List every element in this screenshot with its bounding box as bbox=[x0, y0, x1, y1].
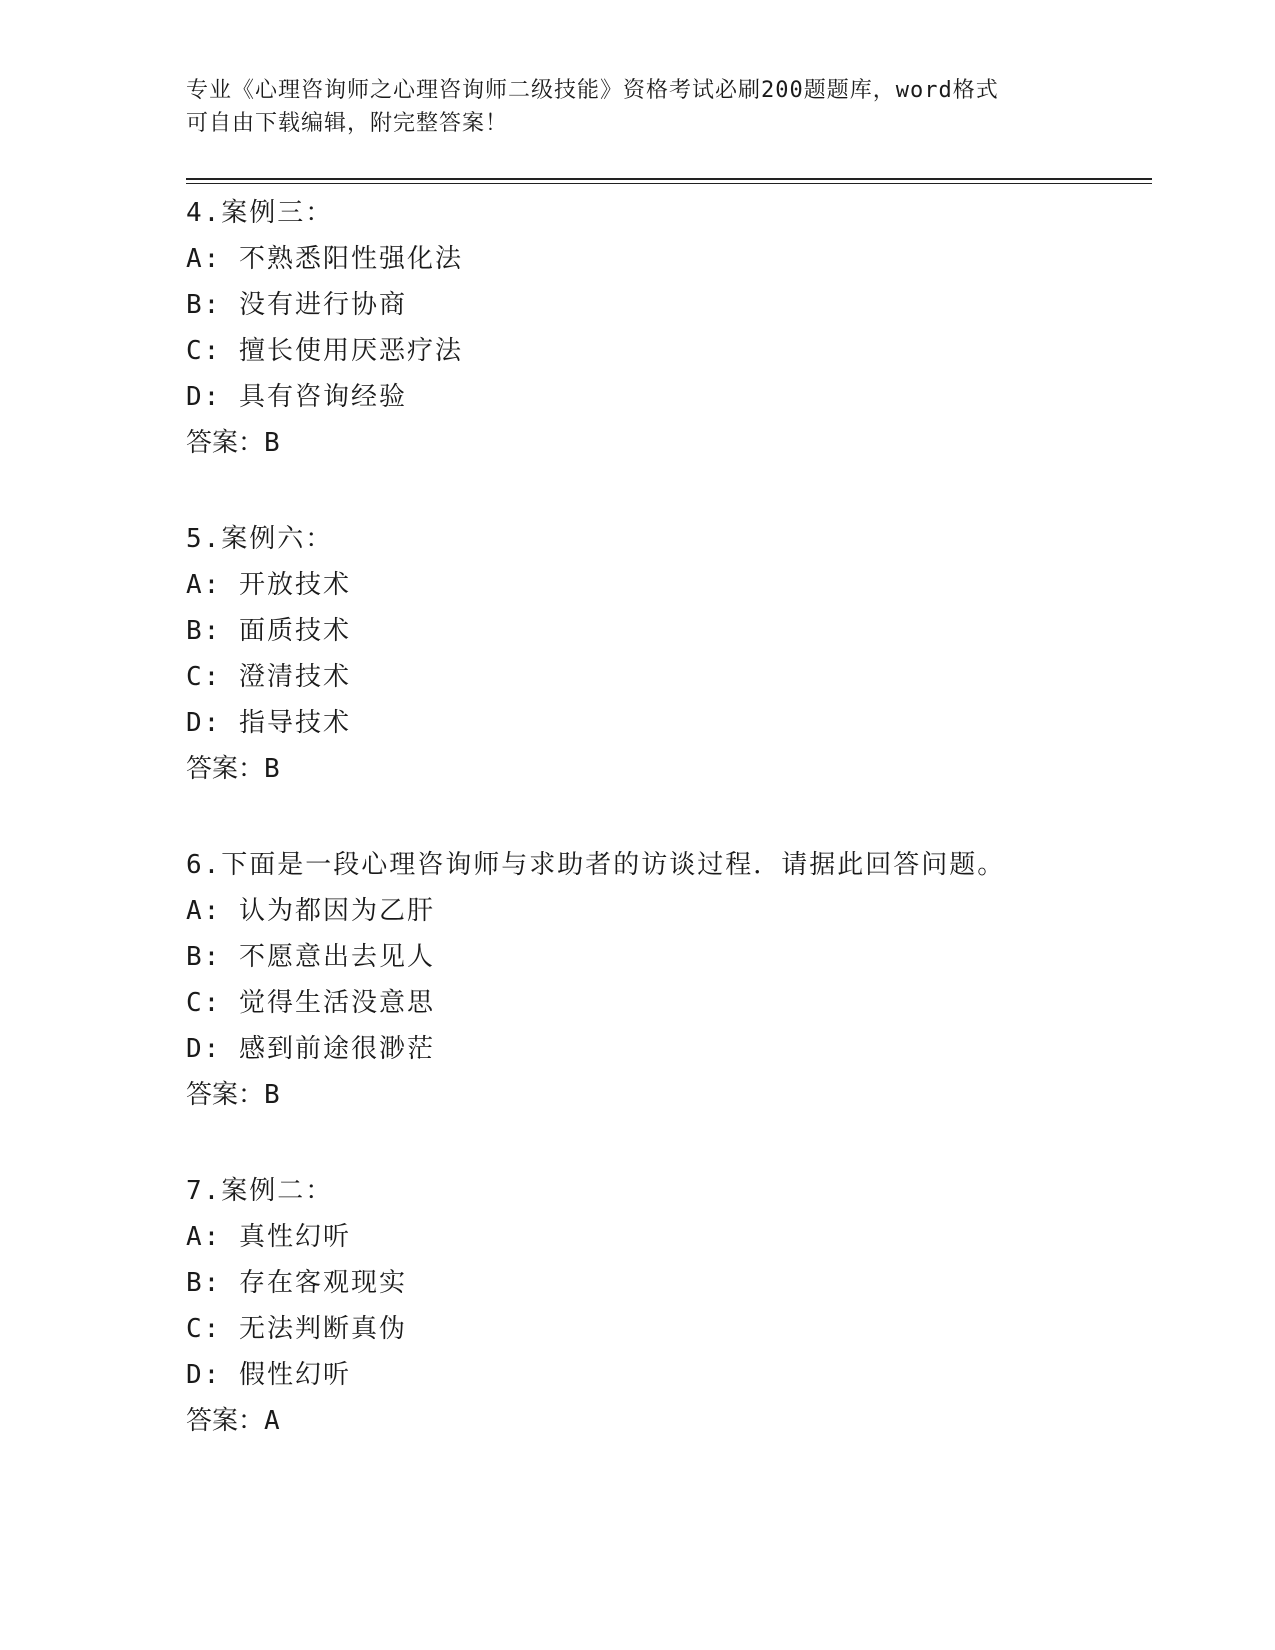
option-a: A: 开放技术 bbox=[186, 570, 351, 600]
question-4 bbox=[186, 190, 1146, 466]
header-divider bbox=[186, 178, 1152, 184]
option-d: D: 感到前途很渺茫 bbox=[186, 1034, 435, 1064]
answer-line bbox=[186, 746, 1146, 792]
question-stem: 6.下面是一段心理咨询师与求助者的访谈过程．请据此回答问题。 bbox=[186, 850, 1006, 880]
question-7 bbox=[186, 1168, 1146, 1444]
answer-line bbox=[186, 420, 1146, 466]
answer-line bbox=[186, 1398, 1146, 1444]
answer-value: B bbox=[264, 754, 280, 784]
answer-value: B bbox=[264, 428, 280, 458]
option-d: D: 假性幻听 bbox=[186, 1360, 351, 1390]
option-c: C: 觉得生活没意思 bbox=[186, 988, 435, 1018]
answer-label: 答案： bbox=[186, 428, 265, 458]
option-c: C: 无法判断真伪 bbox=[186, 1314, 407, 1344]
question-5 bbox=[186, 516, 1146, 792]
question-list bbox=[186, 190, 1146, 1494]
header-line-2: 可自由下载编辑，附完整答案！ bbox=[186, 111, 509, 136]
option-d: D: 具有咨询经验 bbox=[186, 382, 407, 412]
option-c: C: 擅长使用厌恶疗法 bbox=[186, 336, 463, 366]
answer-label: 答案： bbox=[186, 1080, 265, 1110]
document-header bbox=[186, 74, 1086, 140]
option-b: B: 不愿意出去见人 bbox=[186, 942, 435, 972]
option-b: B: 面质技术 bbox=[186, 616, 351, 646]
answer-value: A bbox=[264, 1406, 280, 1436]
question-stem: 7.案例二： bbox=[186, 1176, 334, 1206]
option-a: A: 不熟悉阳性强化法 bbox=[186, 244, 463, 274]
question-stem: 5.案例六： bbox=[186, 524, 334, 554]
answer-label: 答案： bbox=[186, 754, 265, 784]
question-stem: 4.案例三： bbox=[186, 198, 334, 228]
answer-line bbox=[186, 1072, 1146, 1118]
option-c: C: 澄清技术 bbox=[186, 662, 351, 692]
answer-value: B bbox=[264, 1080, 280, 1110]
option-b: B: 没有进行协商 bbox=[186, 290, 407, 320]
option-d: D: 指导技术 bbox=[186, 708, 351, 738]
option-b: B: 存在客观现实 bbox=[186, 1268, 407, 1298]
option-a: A: 真性幻听 bbox=[186, 1222, 351, 1252]
option-a: A: 认为都因为乙肝 bbox=[186, 896, 435, 926]
question-6 bbox=[186, 842, 1146, 1118]
header-line-1: 专业《心理咨询师之心理咨询师二级技能》资格考试必刷200题题库，word格式 bbox=[186, 78, 999, 103]
answer-label: 答案： bbox=[186, 1406, 265, 1436]
